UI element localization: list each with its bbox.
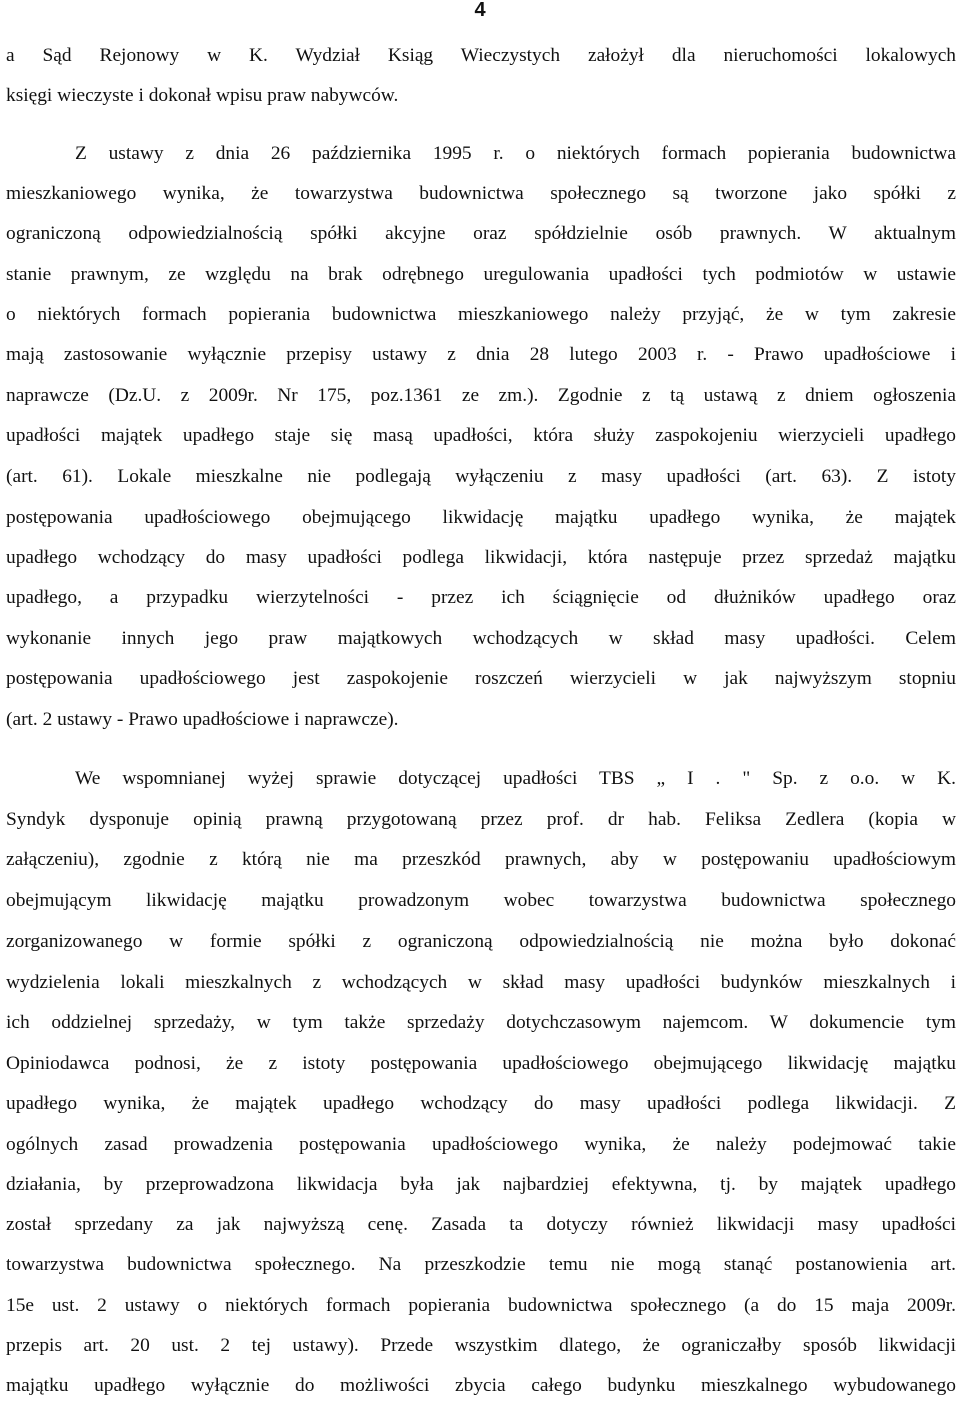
text-line: We wspomnianej wyżej sprawie dotyczącej upadłości TBS „ I . " Sp. z o.o. w K. [75,768,956,789]
text-line: wydzielenia lokali mieszkalnych z wchodzących w skład masy upadłości budynków mieszkalnych i [6,972,956,993]
text-line: upadłości majątek upadłego staje się masą upadłości, która służy zaspokojeniu wierzycieli upadłego [6,425,956,446]
text-line: ogólnych zasad prowadzenia postępowania upadłościowego wynika, że należy podejmować takie [6,1134,956,1155]
text-line: upadłego wchodzący do masy upadłości podlega likwidacji, która następuje przez sprzedaż majątku [6,547,956,568]
text-line: Syndyk dysponuje opinią prawną przygotowaną przez prof. dr hab. Feliksa Zedlera (kopia w [6,809,956,830]
text-line: upadłego wynika, że majątek upadłego wchodzący do masy upadłości podlega likwidacji. Z [6,1093,956,1114]
text-line: został sprzedany za jak najwyższą cenę. Zasada ta dotyczy również likwidacji masy upadłości [6,1214,956,1235]
text-line: ograniczoną odpowiedzialnością spółki akcyjne oraz spółdzielnie osób prawnych. W aktualnym [6,223,956,244]
text-line: mieszkaniowego wynika, że towarzystwa budownictwa społecznego są tworzone jako spółki z [6,183,956,204]
text-line: 15e ust. 2 ustawy o niektórych formach popierania budownictwa społecznego (a do 15 maja 2009r. [6,1295,956,1316]
text-line: Opiniodawca podnosi, że z istoty postępowania upadłościowego obejmującego likwidację majątku [6,1053,956,1074]
text-line: majątku upadłego wyłącznie do możliwości zbycia całego budynku mieszkalnego wybudowanego [6,1375,956,1396]
text-line: działania, by przeprowadzona likwidacja była jak najbardziej efektywna, tj. by majątek upadłego [6,1174,956,1195]
text-line: (art. 61). Lokale mieszkalne nie podlegają wyłączeniu z masy upadłości (art. 63). Z istoty [6,466,956,487]
text-line: postępowania upadłościowego jest zaspokojenie roszczeń wierzycieli w jak najwyższym stopniu [6,668,956,689]
text-line: obejmującym likwidację majątku prowadzonym wobec towarzystwa budownictwa społecznego [6,890,956,911]
text-line: przepis art. 20 ust. 2 tej ustawy). Przede wszystkim dlatego, że ograniczałby sposób likwidacji [6,1335,956,1356]
text-line: wykonanie innych jego praw majątkowych wchodzących w skład masy upadłości. Celem [6,628,956,649]
text-line: towarzystwa budownictwa społecznego. Na przeszkodzie temu nie mogą stanąć postanowienia art. [6,1254,956,1275]
text-line: naprawcze (Dz.U. z 2009r. Nr 175, poz.1361 ze zm.). Zgodnie z tą ustawą z dniem ogłoszenia [6,385,956,406]
text-line: księgi wieczyste i dokonał wpisu praw nabywców. [6,85,399,106]
text-line: upadłego, a przypadku wierzytelności - przez ich ściągnięcie od dłużników upadłego oraz [6,587,956,608]
page-number: 4 [474,0,486,21]
text-line: załączeniu), zgodnie z którą nie ma przeszkód prawnych, aby w postępowaniu upadłościowym [6,849,956,870]
text-line: zorganizowanego w formie spółki z ograniczoną odpowiedzialnością nie można było dokonać [6,931,956,952]
text-line: Z ustawy z dnia 26 października 1995 r. o niektórych formach popierania budownictwa [75,143,956,164]
text-line: ich oddzielnej sprzedaży, w tym także sprzedaży dotychczasowym najemcom. W dokumencie tym [6,1012,956,1033]
text-line: (art. 2 ustawy - Prawo upadłościowe i naprawcze). [6,709,399,730]
text-line: a Sąd Rejonowy w K. Wydział Ksiąg Wieczystych założył dla nieruchomości lokalowych [6,45,956,66]
text-line: o niektórych formach popierania budownictwa mieszkaniowego należy przyjąć, że w tym zakresie [6,304,956,325]
text-line: stanie prawnym, ze względu na brak odrębnego uregulowania upadłości tych podmiotów w ustawie [6,264,956,285]
text-line: mają zastosowanie wyłącznie przepisy ustawy z dnia 28 lutego 2003 r. - Prawo upadłościowe i [6,344,956,365]
text-line: postępowania upadłościowego obejmującego likwidację majątku upadłego wynika, że majątek [6,507,956,528]
